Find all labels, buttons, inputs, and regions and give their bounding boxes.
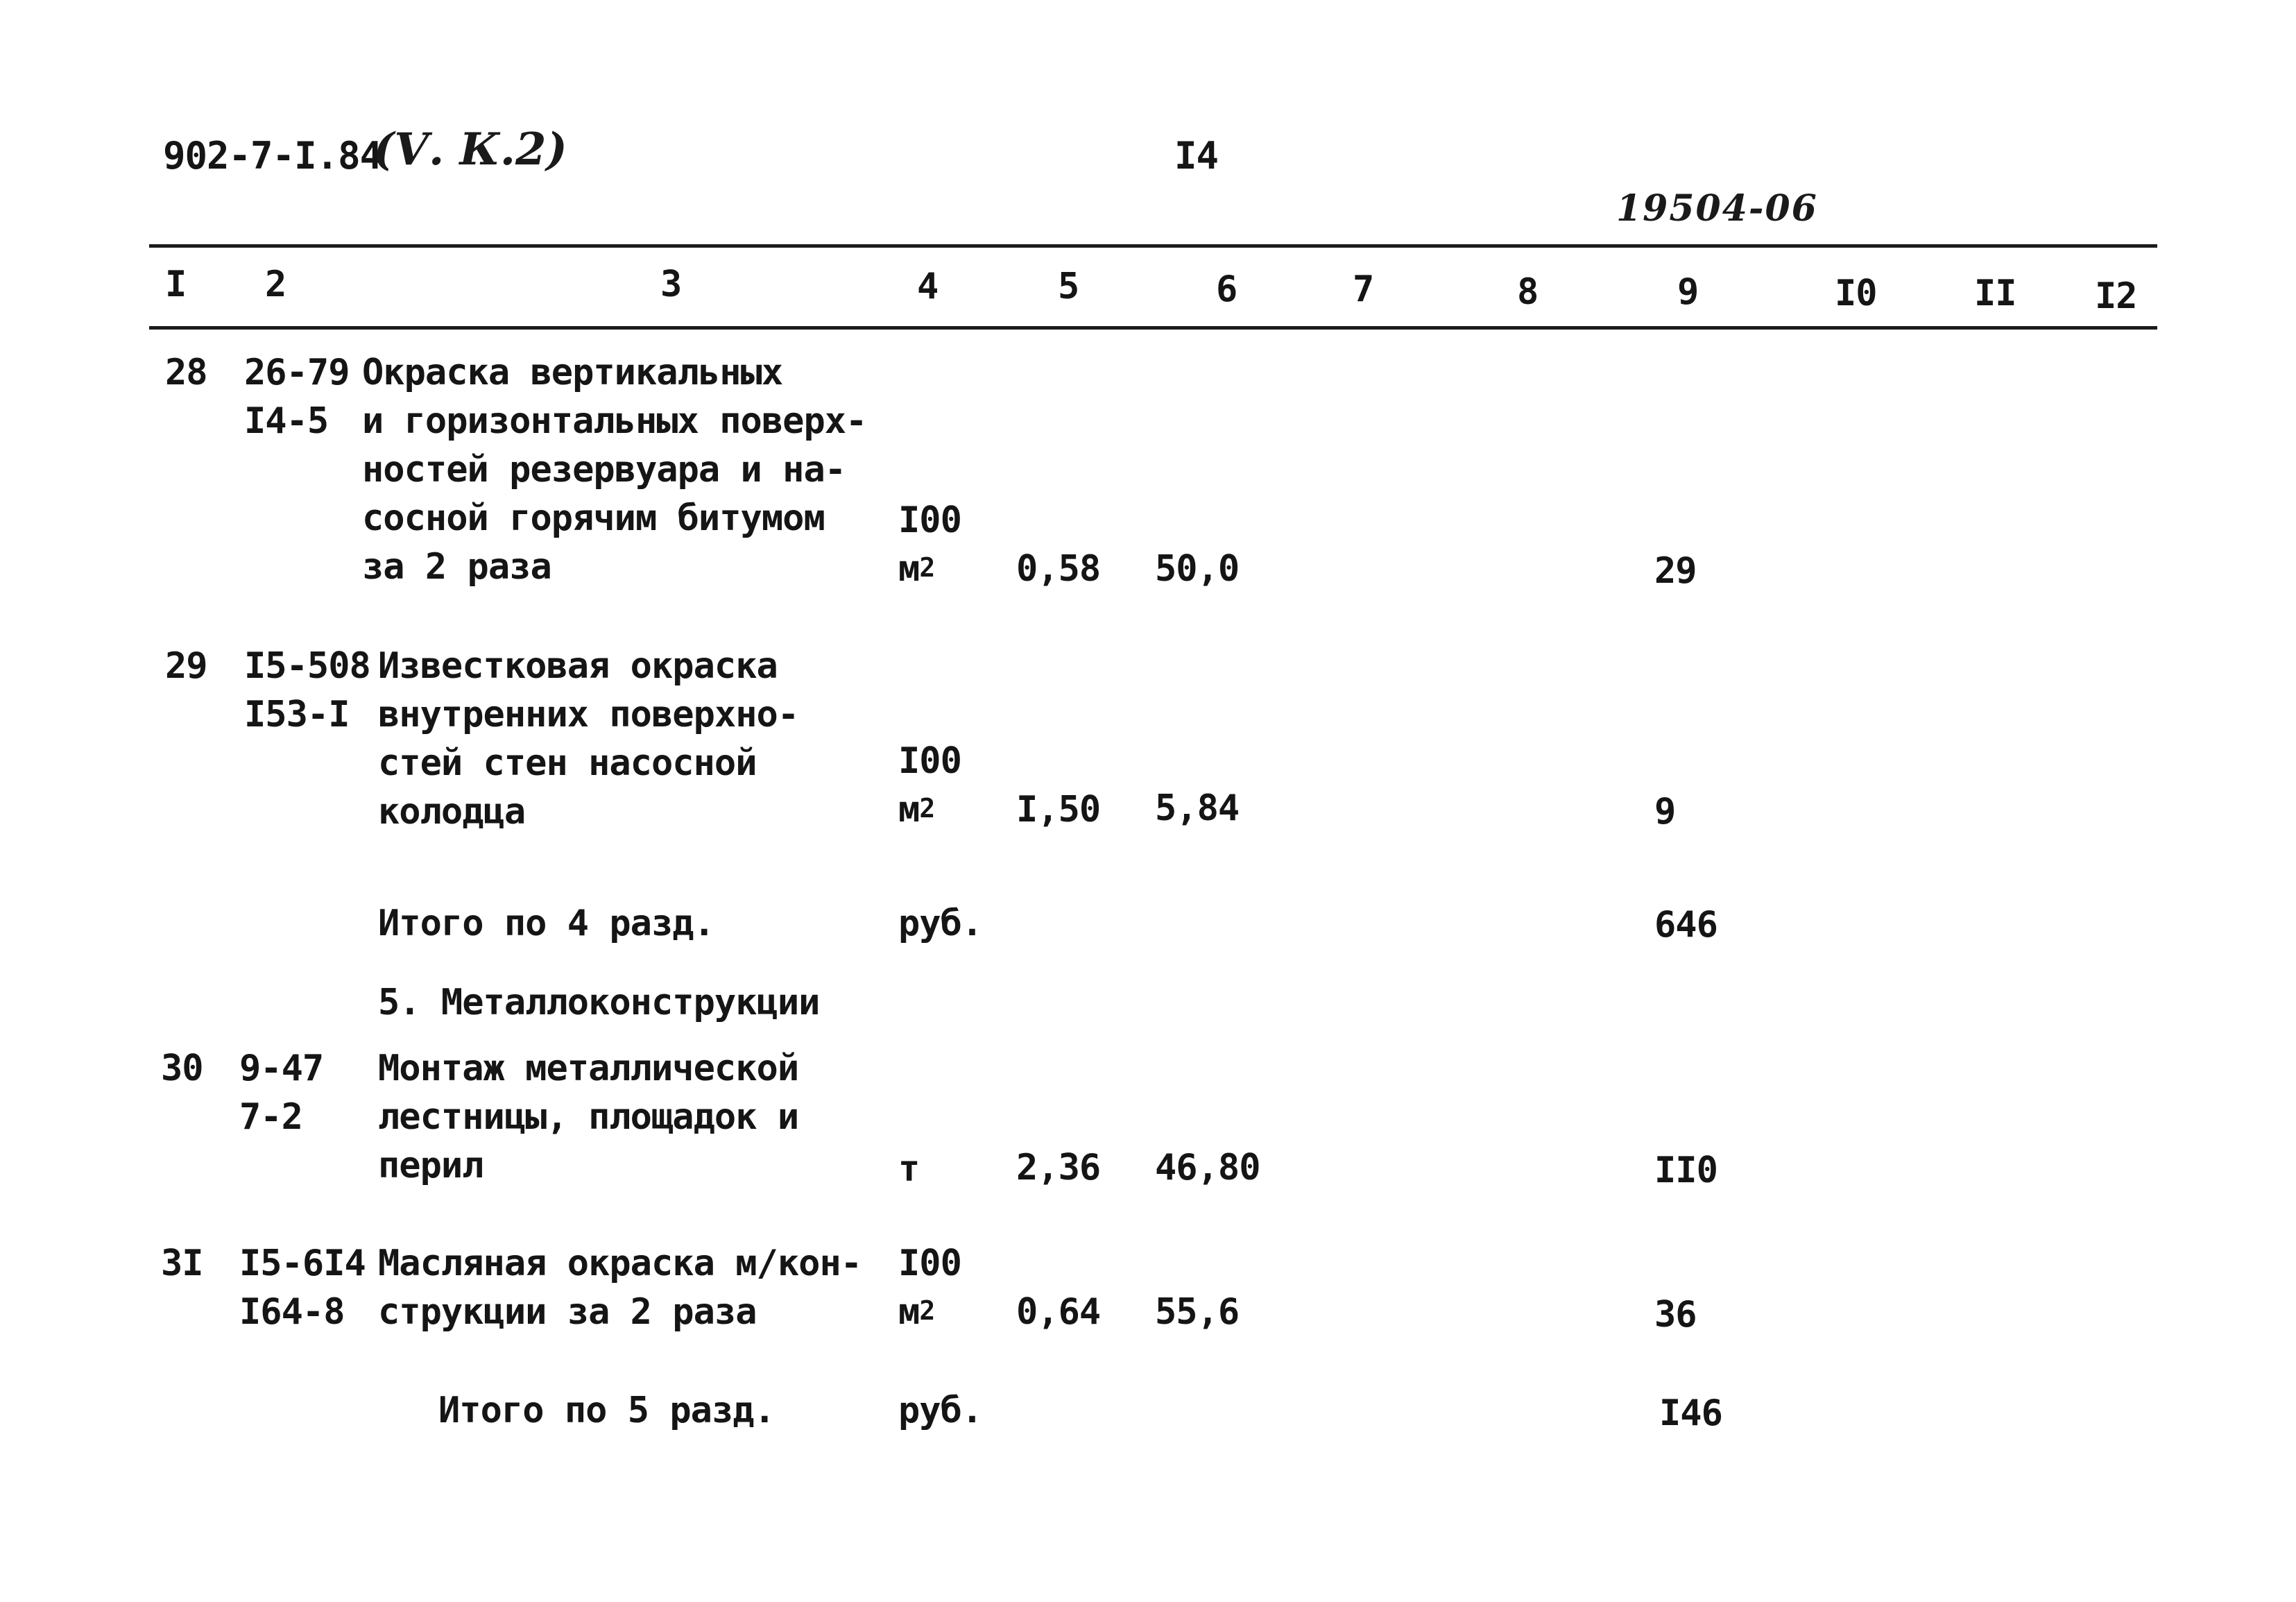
subtotal-label: Итого по 4 разд. (378, 903, 714, 944)
col-header-7: 7 (1353, 269, 1374, 310)
quantity: 0,64 (1016, 1291, 1101, 1333)
row-codes (239, 1239, 366, 1336)
archive-number: 19504-06 (1616, 187, 1818, 230)
unit-multiplier: I00 (898, 740, 961, 782)
desc-line: стей стен насосной (378, 742, 757, 784)
unit-price: 55,6 (1155, 1291, 1240, 1333)
desc-line: Известковая окраска (378, 645, 778, 687)
row-number: 3I (161, 1243, 203, 1284)
desc-line: Масляная окраска м/кон- (378, 1243, 862, 1284)
total-cost: 36 (1654, 1294, 1697, 1336)
desc-line: перил (378, 1145, 483, 1186)
header-top-rule (149, 244, 2157, 248)
col-header-8: 8 (1517, 271, 1539, 313)
doc-handwritten-note: (Ⅴ. К.2) (373, 123, 567, 176)
unit-multiplier: I00 (898, 500, 961, 541)
code-line: I64-8 (239, 1291, 345, 1333)
total-cost: 9 (1654, 791, 1676, 833)
quantity: I,50 (1016, 789, 1101, 830)
total-cost: II0 (1654, 1150, 1717, 1191)
doc-code: 902-7-I.84 (163, 134, 382, 178)
quantity: 2,36 (1016, 1147, 1101, 1188)
desc-line: за 2 раза (362, 546, 551, 588)
subtotal-unit: руб. (898, 903, 983, 944)
row-number: 29 (165, 645, 207, 687)
unit: т (898, 1148, 920, 1190)
col-header-12: I2 (2095, 275, 2137, 317)
section-heading: 5. Металлоконструкции (378, 982, 820, 1023)
quantity: 0,58 (1016, 548, 1101, 590)
desc-line: сосной горячим битумом (362, 497, 825, 539)
col-header-9: 9 (1677, 271, 1699, 313)
code-line: I4-5 (244, 400, 329, 442)
desc-line: Окраска вертикальных (362, 352, 783, 393)
total-cost: 29 (1654, 550, 1697, 592)
desc-line: Монтаж металлической (378, 1048, 799, 1089)
desc-line: лестницы, площадок и (378, 1096, 799, 1138)
subtotal-total: 646 (1654, 904, 1717, 946)
unit: $м^2$ (898, 1291, 935, 1333)
desc-line: ностей резервуара и на- (362, 449, 846, 491)
col-header-2: 2 (265, 264, 286, 305)
col-header-3: 3 (660, 264, 682, 305)
code-line: 26-79 (244, 352, 350, 393)
code-line: I53-I (244, 694, 350, 735)
row-number: 28 (165, 352, 207, 393)
subtotal-total: I46 (1659, 1392, 1722, 1434)
unit-price: 5,84 (1155, 787, 1240, 829)
row-description (378, 1239, 862, 1336)
desc-line: и горизонтальных поверх- (362, 400, 867, 442)
desc-line: струкции за 2 раза (378, 1291, 757, 1333)
row-codes (239, 1044, 323, 1141)
unit-price: 46,80 (1155, 1147, 1260, 1188)
header-bottom-rule (149, 326, 2157, 330)
row-codes (244, 642, 370, 739)
row-description (378, 642, 798, 836)
subtotal-unit: руб. (898, 1390, 983, 1431)
col-header-5: 5 (1058, 266, 1079, 307)
unit-price: 50,0 (1155, 548, 1240, 590)
row-description (362, 348, 866, 591)
desc-line: колодца (378, 791, 526, 833)
row-description (378, 1044, 798, 1190)
code-line: I5-6I4 (239, 1243, 366, 1284)
code-line: I5-508 (244, 645, 370, 687)
page-number: I4 (1174, 134, 1219, 178)
row-number: 30 (161, 1048, 203, 1089)
col-header-11: II (1974, 273, 2016, 314)
row-codes (244, 348, 350, 445)
code-line: 9-47 (239, 1048, 324, 1089)
col-header-1: I (165, 264, 187, 305)
unit: $м^2$ (898, 789, 935, 830)
unit: $м^2$ (898, 548, 935, 590)
subtotal-label: Итого по 5 разд. (438, 1390, 775, 1431)
desc-line: внутренних поверхно- (378, 694, 799, 735)
col-header-6: 6 (1216, 269, 1237, 310)
col-header-4: 4 (917, 266, 939, 307)
unit-multiplier: I00 (898, 1243, 961, 1284)
col-header-10: I0 (1835, 273, 1877, 314)
code-line: 7-2 (239, 1096, 302, 1138)
